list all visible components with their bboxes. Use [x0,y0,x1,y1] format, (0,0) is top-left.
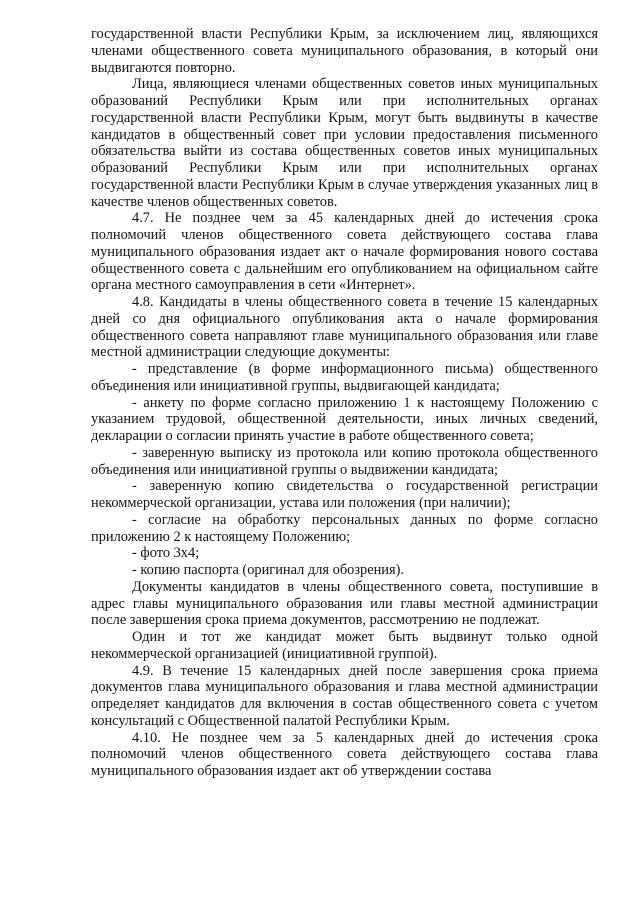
paragraph-4-10: 4.10. Не позднее чем за 5 календарных дней до истечения срока полномочий членов общественного совета действующего состава глава муниципального образования издает акт об утверждении состава [91,729,598,779]
list-item-representation: - представление (в форме информационного письма) общественного объединения или инициативной группы, выдвигающей кандидата; [91,361,598,394]
paragraph-4-7: 4.7. Не позднее чем за 45 календарных дней до истечения срока полномочий членов общественного совета действующего состава глава муниципального образования издает акт о начале формирования нового состава общественного совета с дальнейшим его опубликованием на официальном сайте органа местного самоуправления в сети «Интернет». [91,210,598,294]
list-item-registration-copy: - заверенную копию свидетельства о государственной регистрации некоммерческой организации, устава или положения (при наличии); [91,478,598,511]
paragraph-4-8: 4.8. Кандидаты в члены общественного совета в течение 15 календарных дней со дня официального опубликования акта о начале формирования общественного совета направляют главе муниципального образования или главе местной администрации следующие документы: [91,294,598,361]
list-item-data-consent: - согласие на обработку персональных данных по форме согласно приложению 2 к настоящему Положению; [91,511,598,545]
paragraph-continuation: государственной власти Республики Крым, за исключением лиц, являющихся членами общественного совета муниципального образования, в который они выдвигаются повторно. [91,26,598,76]
list-item-questionnaire: - анкету по форме согласно приложению 1 к настоящему Положению с указанием трудовой, общественной деятельности, иных личных сведений, декларации о согласии принять участие в работе общественного совета; [91,394,598,444]
list-item-protocol-extract: - заверенную выписку из протокола или копию протокола общественного объединения или инициативной группы о выдвижении кандидата; [91,444,598,478]
list-item-photo: - фото 3х4; [132,545,200,562]
paragraph-members-other-councils: Лица, являющиеся членами общественных советов иных муниципальных образований Республики Крым или при исполнительных органах государственной власти Республики Крым, могут быть выдвинуты в качестве кандидатов в общественный совет при условии предоставления письменного обязательства выйти из состава общественных советов иных муниципальных образований Республики Крым или при исполнительных органах государственной власти Республики Крым в случае утверждения указанных лиц в качестве членов общественных советов. [91,76,598,210]
list-item-passport-copy: - копию паспорта (оригинал для обозрения). [132,562,405,578]
paragraph-single-nomination: Один и тот же кандидат может быть выдвинут только одной некоммерческой организацией (инициативной группой). [91,629,598,662]
document-body [91,26,598,780]
paragraph-4-9: 4.9. В течение 15 календарных дней после завершения срока приема документов глава муниципального образования и глава местной администрации определяет кандидатов для включения в состав общественного совета с учетом консультаций с Общественной палатой Республики Крым. [91,662,598,729]
paragraph-late-documents: Документы кандидатов в члены общественного совета, поступившие в адрес главы муниципального образования или главы местной администрации после завершения срока приема документов, рассмотрению не подлежат. [91,578,598,629]
